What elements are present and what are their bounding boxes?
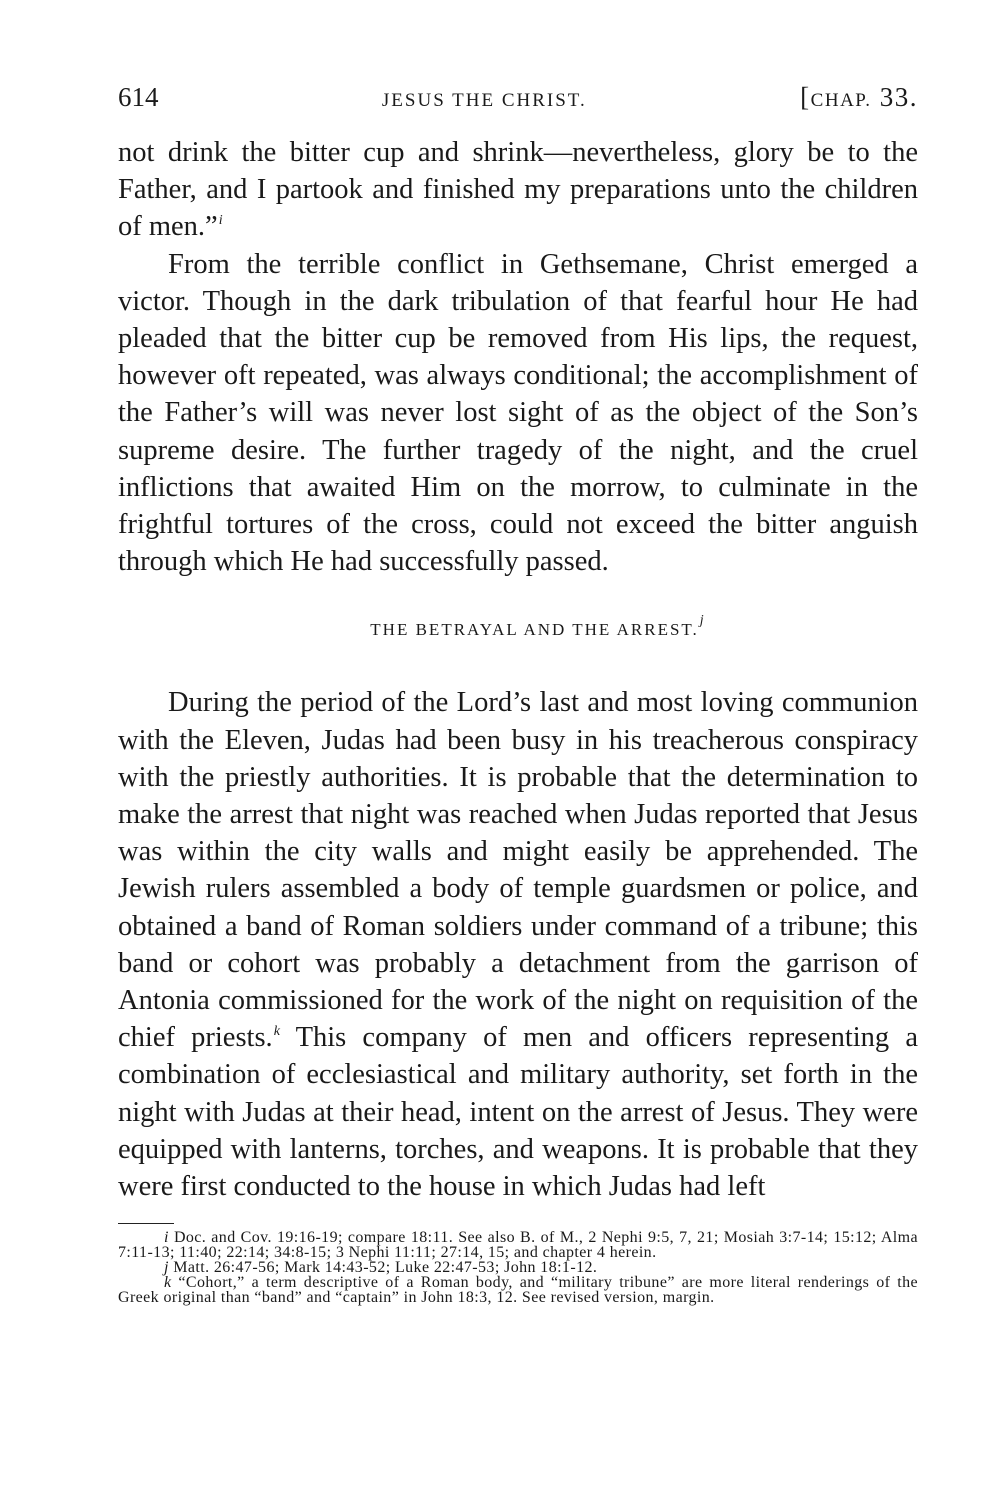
- footnote-marker: k: [164, 1274, 172, 1292]
- section-heading-text: THE BETRAYAL AND THE ARREST.: [370, 620, 699, 640]
- running-head: [118, 82, 918, 122]
- footnote-divider: [118, 1223, 174, 1224]
- running-title: JESUS THE CHRIST.: [381, 90, 587, 111]
- footnote-ref: k: [273, 1024, 280, 1040]
- book-page: [118, 82, 918, 1305]
- page-number: 614: [118, 82, 159, 112]
- footnotes: [118, 1230, 918, 1305]
- paragraph-text: This company of men and officers representing a combination of ecclesiastical and military authority, set forth in the night with Judas at their head, intent on the arrest of Jesus. They were equipped with lanterns, torches, and weapons. It is probable that they were first conducted to the house in which Judas had left: [118, 1022, 918, 1203]
- chapter-marker: [800, 82, 918, 113]
- chapter-bracket: [: [800, 82, 811, 112]
- paragraph: [118, 246, 918, 581]
- footnote-marker: j: [164, 1259, 169, 1277]
- footnote-marker: i: [164, 1229, 169, 1247]
- paragraph-text: During the period of the Lord’s last and most loving communion with the Eleven, Judas had been busy in his treacherous conspiracy with the priestly authorities. It is probable that the determination to make the arrest that night was reached when Judas reported that Jesus was within the city walls and might easily be apprehended. The Jewish rulers assembled a body of temple guardsmen or police, and obtained a band of Roman soldiers under command of a tribune; this band or cohort was probably a detachment from the garrison of Antonia commissioned for the work of the night on requisition of the chief priests.: [118, 687, 918, 1054]
- footnote: [118, 1230, 918, 1260]
- paragraph-text: not drink the bitter cup and shrink—nevertheless, glory be to the Father, and I partook and finished my preparations unto the children of men.”: [118, 137, 918, 243]
- chapter-number: 33.: [879, 82, 918, 112]
- footnote-ref: j: [699, 613, 706, 629]
- footnote-text: “Cohort,” a term descriptive of a Roman body, and “military tribune” are more literal renderings of the Greek original than “band” and “captain” in John 18:3, 12. See revised version, margin.: [118, 1274, 918, 1307]
- section-heading: [118, 613, 918, 640]
- footnote: [118, 1260, 918, 1275]
- paragraph-text: From the terrible conflict in Gethsemane, Christ emerged a victor. Though in the dark tribulation of that fearful hour He had pleaded that the bitter cup be removed from His lips, the request, however oft repeated, was always conditional; the accomplishment of the Father’s will was never lost sight of as the object of the Son’s supreme desire. The further tragedy of the night, and the cruel inflictions that awaited Him on the morrow, to culminate in the frightful tortures of the cross, could not exceed the bitter anguish through which He had successfully passed.: [118, 248, 918, 578]
- paragraph: [118, 684, 918, 1205]
- chapter-label: CHAP.: [810, 90, 872, 111]
- footnote-text: Doc. and Cov. 19:16-19; compare 18:11. See also B. of M., 2 Nephi 9:5, 7, 21; Mosiah 3:7-14; 15:12; Alma 7:11-13; 11:40; 22:14; 34:8-15; 3 Nephi 11:11; 27:14, 15; and chapter 4 herein.: [118, 1229, 918, 1262]
- footnote-text: Matt. 26:47-56; Mark 14:43-52; Luke 22:47-53; John 18:1-12.: [168, 1259, 598, 1277]
- paragraph-continued: [118, 134, 918, 246]
- footnote-ref: i: [218, 213, 223, 229]
- footnote: [118, 1275, 918, 1305]
